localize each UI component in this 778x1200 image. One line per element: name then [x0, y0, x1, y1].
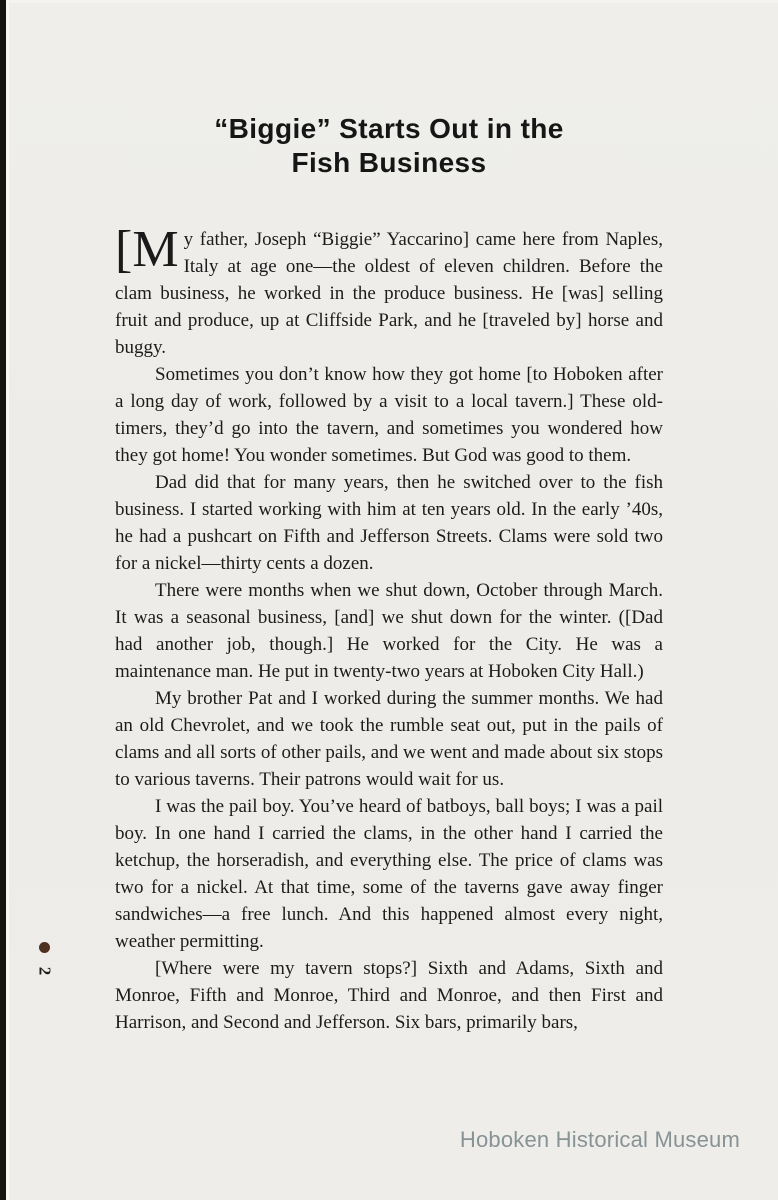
paragraph-6: I was the pail boy. You’ve heard of batboys, ball boys; I was a pail boy. In one hand I carried the clams, in the other hand I carried the ketchup, the horseradish, and everything else. The price of clams was two for a nickel. At that time, some of the taverns gave away finger sandwiches—a free lunch. And this happened almost every night, weather permitting.	[115, 796, 663, 952]
paragraph-3: Dad did that for many years, then he switched over to the fish business. I started working with him at ten years old. In the early ’40s, he had a pushcart on Fifth and Jefferson Streets. Clams were sold two for a nickel—thirty cents a dozen.	[115, 472, 663, 574]
paper-left-edge	[6, 0, 9, 1200]
page-title	[0, 112, 778, 180]
paragraph-5: My brother Pat and I worked during the summer months. We had an old Chevrolet, and we took the rumble seat out, put in the pails of clams and all sorts of other pails, and we went and made about six stops to various taverns. Their patrons would wait for us.	[115, 688, 663, 790]
body-text-column	[115, 221, 663, 1036]
ink-dot-icon	[39, 942, 50, 953]
page-title-line-1: “Biggie” Starts Out in the	[214, 113, 564, 144]
paragraph-1-text: y father, Joseph “Biggie” Yaccarino] came here from Naples, Italy at age one—the oldest of eleven children. Before the clam business, he worked in the produce business. He [was] selling fruit and produce, up at Cliffside Park, and he [traveled by] horse and buggy.	[115, 229, 663, 358]
paragraph-4: There were months when we shut down, October through March. It was a seasonal business, [and] we shut down for the winter. ([Dad had another job, though.] He worked for the City. He was a maintenance man. He put in twenty-two years at Hoboken City Hall.)	[115, 580, 663, 682]
page-number-block	[34, 942, 54, 981]
paragraph-1	[115, 221, 663, 361]
page-title-line-2: Fish Business	[291, 147, 487, 178]
paragraph-7: [Where were my tavern stops?] Sixth and Adams, Sixth and Monroe, Fifth and Monroe, Third and Monroe, and then First and Harrison, and Second and Jefferson. Six bars, primarily bars,	[115, 958, 663, 1033]
watermark: Hoboken Historical Museum	[459, 1127, 740, 1152]
page-number: 2	[35, 966, 54, 976]
dropcap-letter: M	[132, 221, 179, 278]
paragraph-2: Sometimes you don’t know how they got home [to Hoboken after a long day of work, followed by a visit to a local tavern.] These old-timers, they’d go into the tavern, and sometimes you wondered how they got home! You wonder sometimes. But God was good to them.	[115, 364, 663, 466]
dropcap	[115, 221, 184, 278]
dropcap-bracket: [	[115, 221, 133, 278]
scan-top-edge	[0, 0, 778, 3]
